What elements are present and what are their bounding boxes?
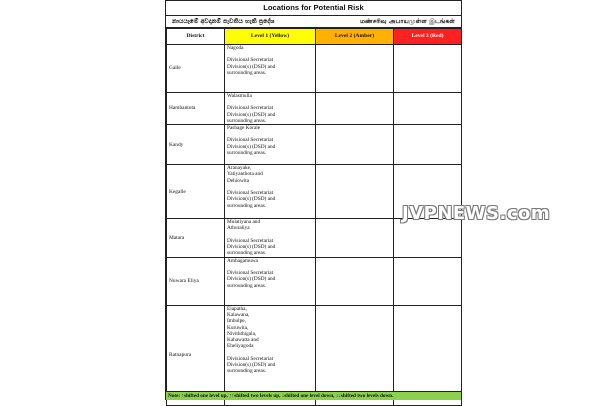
dsd-line: Division(s) (DSD) and bbox=[227, 276, 276, 283]
dsd-line: Division(s) (DSD) and bbox=[227, 196, 276, 203]
header-level2: Level 2 (Amber) bbox=[316, 29, 394, 45]
area-name: Elapatha, bbox=[227, 305, 247, 312]
district-cell: Matara bbox=[167, 219, 225, 257]
dsd-text bbox=[227, 137, 313, 156]
dsd-text bbox=[227, 356, 313, 375]
table-row bbox=[167, 125, 462, 165]
level2-cell bbox=[316, 165, 394, 219]
dsd-line: Divisional Secretariat bbox=[227, 190, 274, 197]
dsd-line: Divisional Secretariat bbox=[227, 355, 274, 362]
dsd-line: surrounding areas. bbox=[227, 250, 267, 257]
table-body bbox=[167, 45, 462, 406]
document-title: Locations for Potential Risk bbox=[166, 0, 461, 16]
level2-cell bbox=[316, 125, 394, 165]
table-header-row bbox=[167, 29, 462, 45]
dsd-line: surrounding areas. bbox=[227, 69, 267, 76]
dsd-line: Divisional Secretariat bbox=[227, 237, 274, 244]
district-cell: Ratnapura bbox=[167, 305, 225, 405]
area-name: Mulatiyana and bbox=[227, 219, 261, 226]
dsd-text bbox=[227, 238, 313, 257]
dsd-line: surrounding areas. bbox=[227, 202, 267, 209]
district-cell: Kandy bbox=[167, 125, 225, 165]
table-row bbox=[167, 257, 462, 305]
level3-cell bbox=[394, 125, 462, 165]
dsd-line: surrounding areas. bbox=[227, 150, 267, 157]
level3-cell bbox=[394, 93, 462, 125]
dsd-line: surrounding areas. bbox=[227, 282, 267, 289]
dsd-line: Divisional Secretariat bbox=[227, 105, 274, 112]
dsd-line: Divisional Secretariat bbox=[227, 269, 274, 276]
level1-cell bbox=[225, 165, 316, 219]
area-name: Kuruwita, bbox=[227, 324, 249, 331]
area-name: Ambagamuwa bbox=[227, 257, 258, 264]
district-cell: Galle bbox=[167, 45, 225, 93]
table-row bbox=[167, 219, 462, 257]
legend-note: Note: ↑shifted one level up, ↑↑shifted two levels up, ↓shifted one level down, ↓↓shifted two levels down. bbox=[166, 391, 461, 400]
level1-cell bbox=[225, 219, 316, 257]
level1-cell bbox=[225, 93, 316, 125]
area-name: Niviththigala, bbox=[227, 330, 257, 337]
table-row bbox=[167, 45, 462, 93]
dsd-line: Division(s) (DSD) and bbox=[227, 143, 276, 150]
level1-cell bbox=[225, 125, 316, 165]
area-name: Aranayake, bbox=[227, 165, 252, 172]
area-name: Eheliyagoda bbox=[227, 343, 254, 350]
subtitle-sinhala: නායයෑමේ අවදානම් පැවතිය හැකි ප්‍රදේශ bbox=[172, 18, 275, 25]
district-cell: Hambantota bbox=[167, 93, 225, 125]
header-level3: Level 3 (Red) bbox=[394, 29, 462, 45]
level3-cell bbox=[394, 219, 462, 257]
area-name: Kahawatta and bbox=[227, 337, 259, 344]
dsd-line: surrounding areas. bbox=[227, 368, 267, 375]
dsd-line: Division(s) (DSD) and bbox=[227, 111, 276, 118]
dsd-line: surrounding areas. bbox=[227, 117, 267, 124]
header-district: District bbox=[167, 29, 225, 45]
document-subtitle bbox=[166, 16, 461, 28]
level2-cell bbox=[316, 93, 394, 125]
risk-document bbox=[165, 0, 462, 400]
level2-cell bbox=[316, 219, 394, 257]
level3-cell bbox=[394, 45, 462, 93]
area-name: Dehiowita bbox=[227, 177, 250, 184]
level1-cell bbox=[225, 45, 316, 93]
dsd-text bbox=[227, 57, 313, 76]
dsd-line: Division(s) (DSD) and bbox=[227, 244, 276, 251]
area-name: Athuraliya bbox=[227, 225, 250, 232]
level2-cell bbox=[316, 45, 394, 93]
dsd-line: Division(s) (DSD) and bbox=[227, 63, 276, 70]
dsd-line: Divisional Secretariat bbox=[227, 57, 274, 64]
level1-cell bbox=[225, 257, 316, 305]
table-row bbox=[167, 93, 462, 125]
area-name: Walasmulla bbox=[227, 93, 252, 99]
level2-cell bbox=[316, 257, 394, 305]
level3-cell bbox=[394, 257, 462, 305]
area-name: Yatiyanthota and bbox=[227, 171, 263, 178]
dsd-line: Divisional Secretariat bbox=[227, 137, 274, 144]
area-name: Nagoda bbox=[227, 45, 244, 51]
district-cell: Nuwara Eliya bbox=[167, 257, 225, 305]
area-name: Pasbage Korale bbox=[227, 125, 261, 132]
dsd-text bbox=[227, 270, 313, 289]
watermark: JVPNEWS.com bbox=[402, 203, 551, 224]
dsd-line: Division(s) (DSD) and bbox=[227, 362, 276, 369]
subtitle-tamil: மண்சரிவு அபாயமுள்ள இடங்கள் bbox=[360, 18, 455, 25]
area-name: Kalawana, bbox=[227, 311, 250, 318]
dsd-text bbox=[227, 105, 313, 124]
area-name: Imbulpe, bbox=[227, 318, 246, 325]
dsd-text bbox=[227, 190, 313, 209]
district-cell: Kegalle bbox=[167, 165, 225, 219]
header-level1: Level 1 (Yellow) bbox=[225, 29, 316, 45]
